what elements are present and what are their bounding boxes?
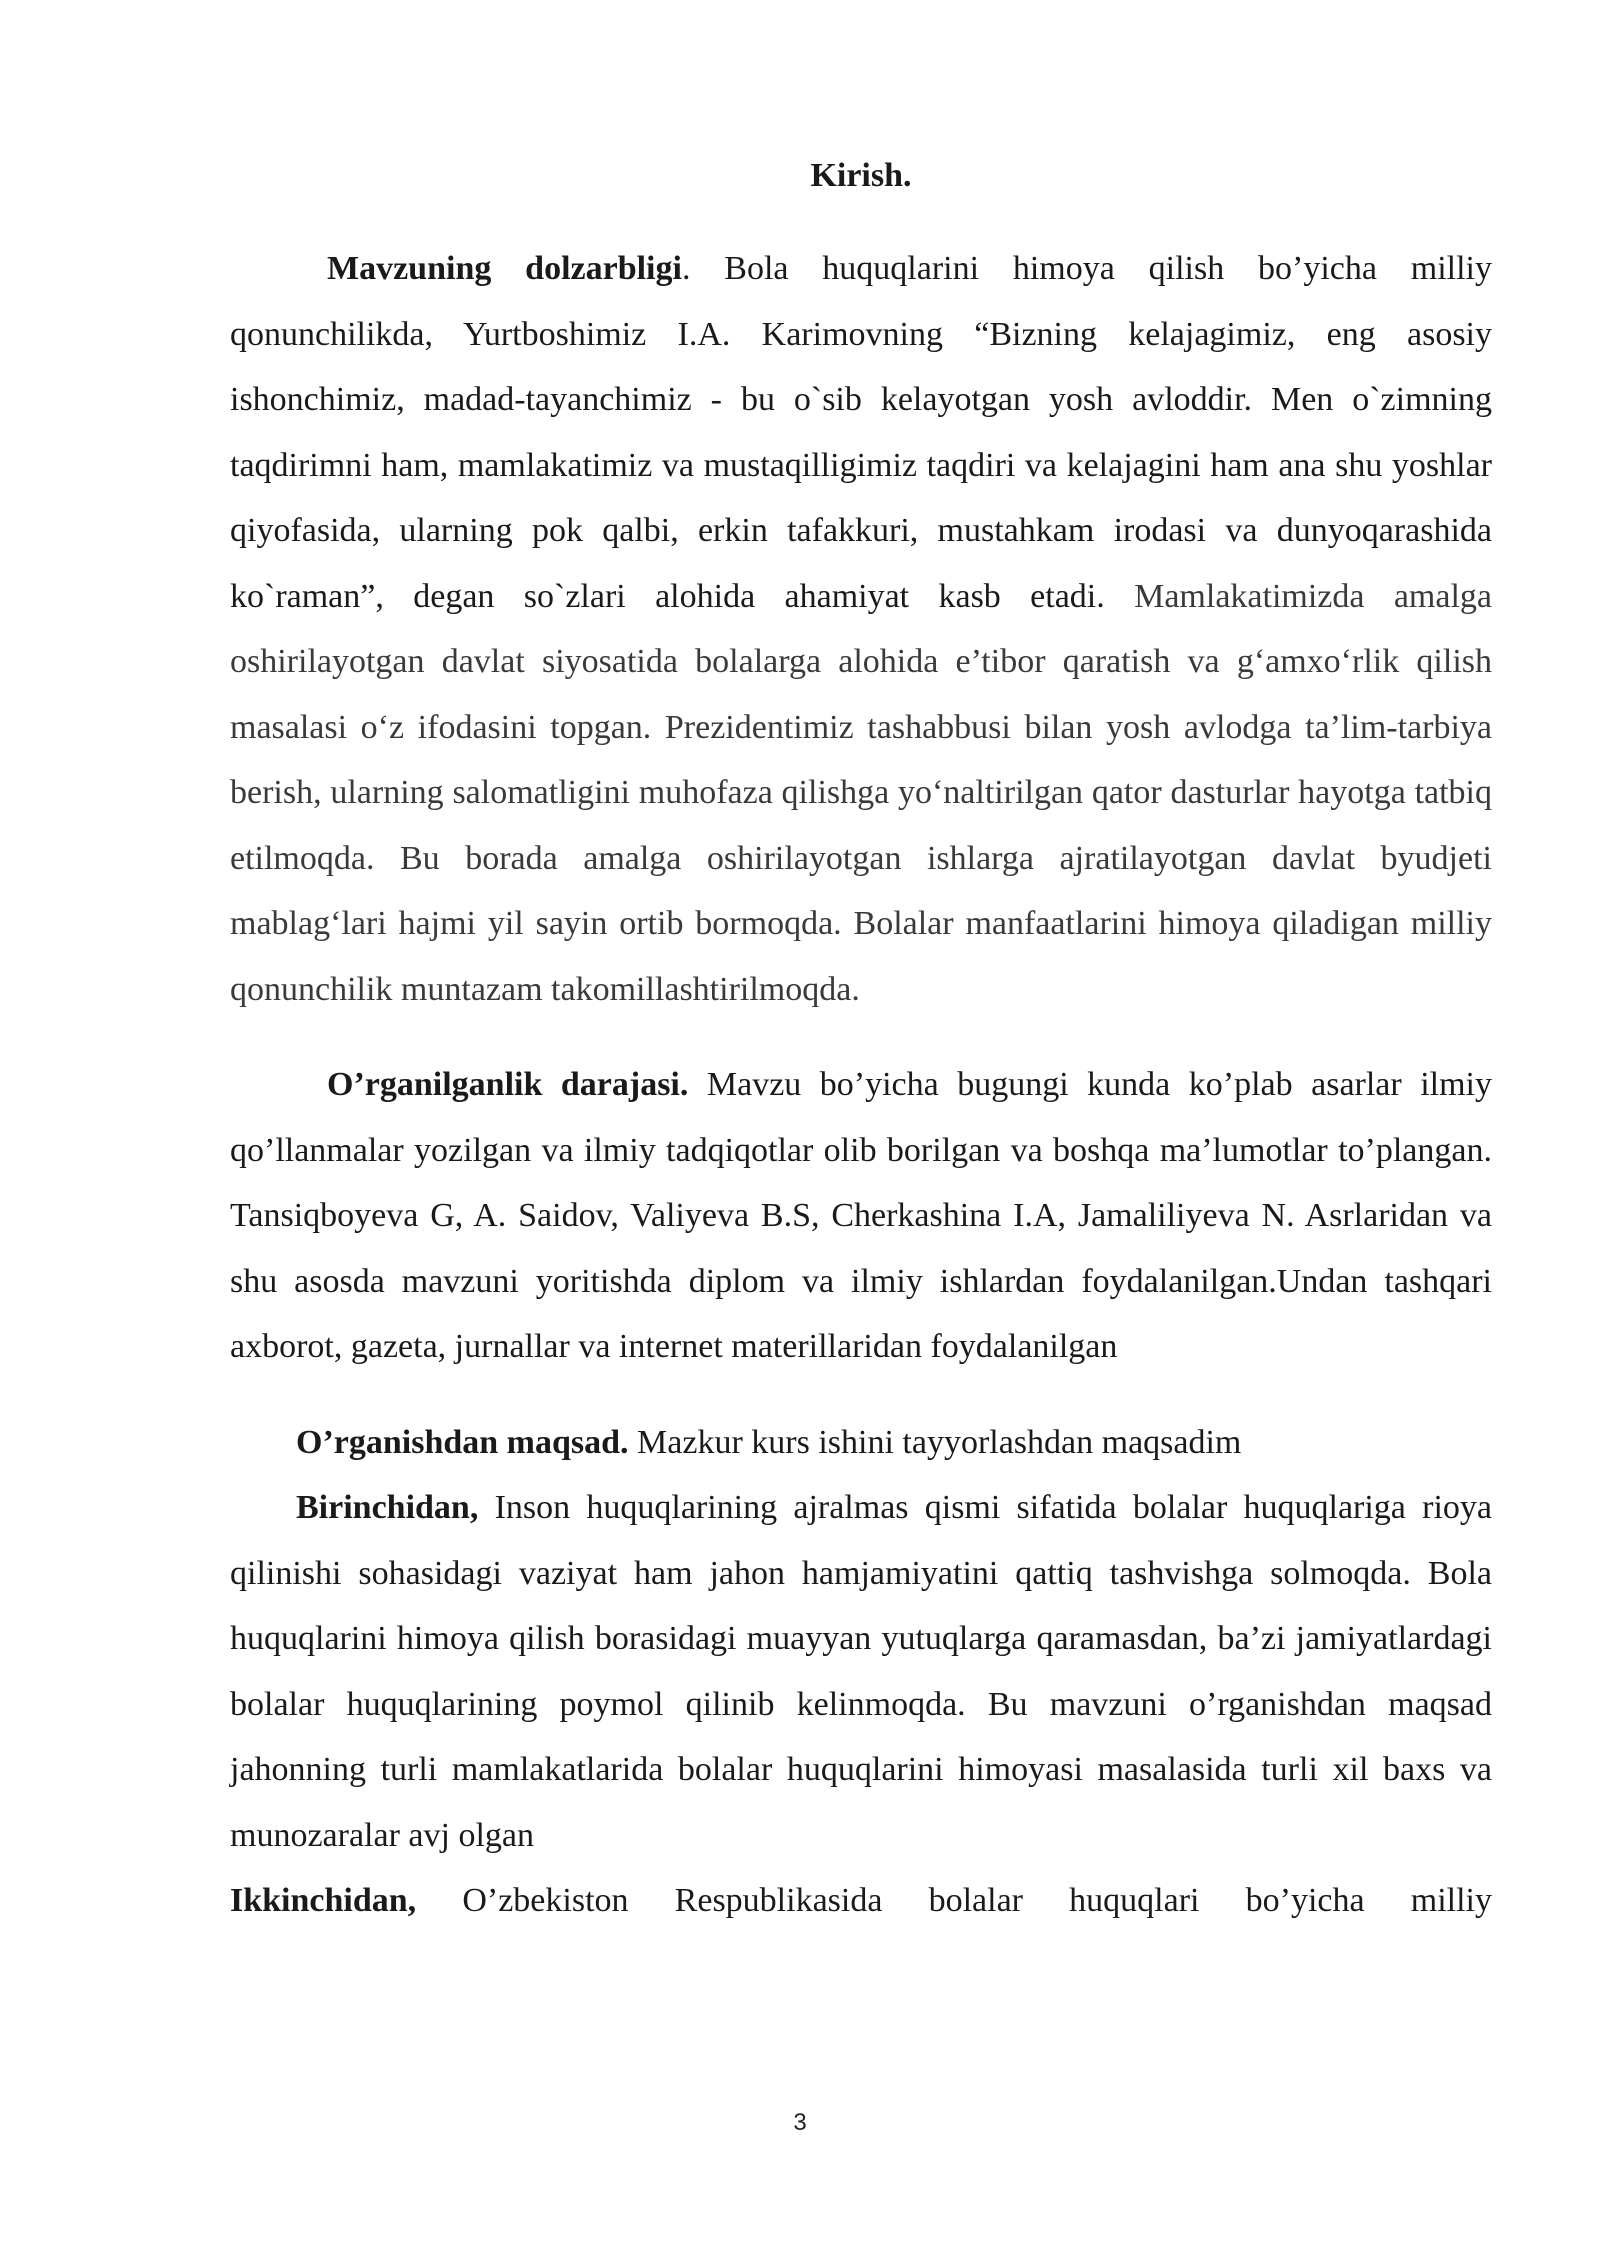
paragraph-first [230,1475,1492,1868]
page-content [230,148,1492,1934]
paragraph-text: Bola huquqlarini himoya qilish bo’yicha milliy qonunchilikda, Yurtboshimiz I.A. Karimovning “Bizning kelajagimiz, eng asosiy ishonchimiz, madad-tayanchimiz - bu o`sib kelayotgan yosh avloddir. Men o`zimning taqdirimni ham, mamlakatimiz va mustaqilligimiz taqdiri va kelajagini ham ana shu yoshlar qiyofasida, ularning pok qalbi, erkin tafakkuri, mustahkam irodasi va dunyoqarashida ko`raman”, degan so`zlari alohida ahamiyat kasb etadi. [230,250,1493,615]
paragraph-lead: Ikkinchidan, [230,1882,417,1919]
paragraph-second [230,1868,1492,1934]
paragraph-study-level [230,1052,1492,1380]
paragraph-lead: Birinchidan, [296,1489,479,1526]
paragraph-purpose [230,1410,1492,1476]
paragraph-relevance [230,236,1492,1022]
paragraph-text-continued: Mamlakatimizda amalga oshirilayotgan davlat siyosatida bolalarga alohida e’tibor qaratish va g‘amxo‘rlik qilish masalasi o‘z ifodasini topgan. Prezidentimiz tashabbusi bilan yosh avlodga ta’lim-tarbiya berish, ularning salomatligini muhofaza qilishga yo‘naltirilgan qator dasturlar hayotga tatbiq etilmoqda. Bu borada amalga oshirilayotgan ishlarga ajratilayotgan davlat byudjeti mablag‘lari hajmi yil sayin ortib bormoqda. Bolalar manfaatlarini himoya qiladigan milliy qonunchilik muntazam takomillashtirilmoqda. [230,577,1493,1008]
paragraph-lead: O’rganishdan maqsad. [296,1423,629,1461]
paragraph-lead: Mavzuning dolzarbligi [327,250,682,287]
paragraph-text: O’zbekiston Respublikasida bolalar huquqlari bo’yicha milliy [416,1882,1492,1919]
page-title: Kirish. [810,157,912,194]
page-number: 3 [793,2109,807,2136]
paragraph-text: Mazkur kurs ishini tayyorlashdan maqsadim [628,1423,1242,1461]
paragraph-text: Inson huquqlarining ajralmas qismi sifatida bolalar huquqlariga rioya qilinishi sohasidagi vaziyat ham jahon hamjamiyatini qattiq tashvishga solmoqda. Bola huquqlarini himoya qilish borasidagi muayyan yutuqlarga qaramasdan, ba’zi jamiyatlardagi bolalar huquqlarining poymol qilinib kelinmoqda. Bu mavzuni o’rganishdan maqsad jahonning turli mamlakatlarida bolalar huquqlarini himoyasi masalasida turli xil baxs va munozaralar avj olgan [230,1489,1492,1854]
paragraph-lead-suffix: . [681,250,691,287]
paragraph-text: Mavzu bo’yicha bugungi kunda ko’plab asarlar ilmiy qo’llanmalar yozilgan va ilmiy tadqiqotlar olib borilgan va boshqa ma’lumotlar to’plangan. Tansiqboyeva G, A. Saidov, Valiyeva B.S, Cherkashina I.A, Jamaliliyeva N. Asrlaridan va shu asosda mavzuni yoritishda diplom va ilmiy ishlardan foydalanilgan.Undan tashqari axborot, gazeta, jurnallar va internet materillaridan foydalanilgan [230,1066,1493,1365]
paragraph-lead: O’rganilganlik darajasi. [327,1066,689,1103]
